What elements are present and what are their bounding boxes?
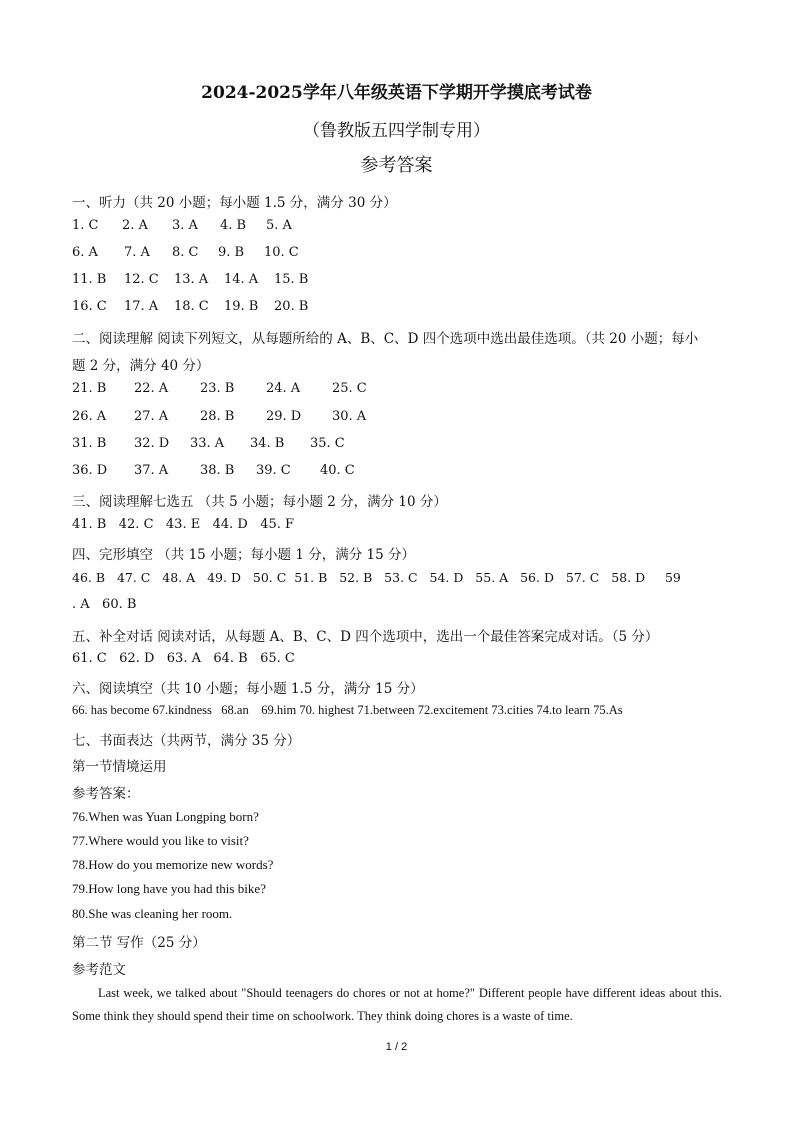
section-reading-cont: 题 2 分，满分 40 分） (72, 358, 210, 374)
answer-row-8 (72, 463, 355, 478)
answer: 6. A (72, 245, 98, 260)
answer-row-10-cont: . A 60. B (72, 597, 137, 612)
answer: 1. C (72, 218, 99, 233)
answer-row-6 (72, 409, 366, 424)
section-writing: 七、书面表达（共两节，满分 35 分） (72, 733, 301, 749)
sample-essay-text: Last week, we talked about "Should teenagers do chores or not at home?" Different people have different ideas about this. Some think they should spend their time on schoolwork. They think doing chores is a waste of time. (72, 986, 722, 1023)
answer-row-5 (72, 381, 367, 396)
reference-answer-label: 参考答案： (72, 786, 140, 802)
answer-79: 79.How long have you had this bike? (72, 881, 266, 896)
answer-row-4 (72, 299, 308, 314)
answer: 22. A (134, 381, 169, 396)
answer: 37. A (134, 463, 169, 478)
answer-row-7 (72, 436, 345, 451)
answer: 36. D (72, 463, 108, 478)
answer: 23. B (200, 381, 235, 396)
answer: 28. B (200, 409, 235, 424)
answer: 4. B (220, 218, 247, 233)
answer: 38. B (200, 463, 235, 478)
answer-78: 78.How do you memorize new words? (72, 857, 274, 872)
answer: 27. A (134, 409, 169, 424)
answer: 3. A (172, 218, 198, 233)
section-listening: 一、听力（共 20 小题；每小题 1.5 分，满分 30 分） (72, 195, 397, 211)
answer: 11. B (72, 272, 107, 287)
answer: 26. A (72, 409, 107, 424)
answer: 30. A (332, 409, 367, 424)
answer: 5. A (266, 218, 292, 233)
answer: 13. A (174, 272, 209, 287)
section-seven-choose-five: 三、阅读理解七选五 （共 5 小题；每小题 2 分，满分 10 分） (72, 494, 447, 510)
answer: 19. B (224, 299, 259, 314)
answer-row-9: 41. B 42. C 43. E 44. D 45. F (72, 517, 295, 532)
answer: 8. C (172, 245, 199, 260)
answer: 25. C (332, 381, 367, 396)
page-number: 1 / 2 (385, 1041, 408, 1053)
answer-heading: 参考答案 (360, 155, 433, 176)
answer: 7. A (124, 245, 150, 260)
subsection-situation: 第一节情境运用 (72, 759, 167, 775)
answer-80: 80.She was cleaning her room. (72, 906, 233, 921)
answer: 10. C (264, 245, 299, 260)
answer: 21. B (72, 381, 107, 396)
subsection-composition: 第二节 写作（25 分） (72, 935, 206, 951)
answer: 16. C (72, 299, 107, 314)
answer: 40. C (320, 463, 355, 478)
sample-essay (72, 982, 722, 1028)
answer: 9. B (218, 245, 245, 260)
section-dialogue: 五、补全对话 阅读对话，从每题 A、B、C、D 四个选项中，选出一个最佳答案完成对话。（5 分） (72, 629, 659, 645)
exam-title: 2024-2025学年八年级英语下学期开学摸底考试卷 (201, 83, 592, 103)
exam-subtitle: （鲁教版五四学制专用） (303, 121, 490, 141)
answer-row-11: 61. C 62. D 63. A 64. B 65. C (72, 651, 295, 666)
answer: 18. C (174, 299, 209, 314)
answer-row-12: 66. has become 67.kindness 68.an 69.him 70. highest 71.between 72.excitement 73.cities 74.to learn 75.As (72, 703, 623, 717)
answer: 39. C (256, 463, 291, 478)
section-cloze: 四、完形填空 （共 15 小题；每小题 1 分，满分 15 分） (72, 547, 415, 563)
answer: 20. B (274, 299, 309, 314)
answer-row-3 (72, 272, 308, 287)
answer: 17. A (124, 299, 159, 314)
answer: 12. C (124, 272, 159, 287)
answer: 35. C (310, 436, 345, 451)
answer: 29. D (266, 409, 302, 424)
answer-row-2 (72, 245, 299, 260)
answer-76: 76.When was Yuan Longping born? (72, 809, 259, 824)
answer: 34. B (250, 436, 285, 451)
answer-row-10: 46. B 47. C 48. A 49. D 50. C 51. B 52. B 53. C 54. D 55. A 56. D 57. C 58. D 59 (72, 570, 681, 585)
answer: 31. B (72, 436, 107, 451)
section-fill-in: 六、阅读填空（共 10 小题；每小题 1.5 分，满分 15 分） (72, 681, 424, 697)
answer: 33. A (190, 436, 225, 451)
section-reading: 二、阅读理解 阅读下列短文，从每题所给的 A、B、C、D 四个选项中选出最佳选项。（共 20 小题；每小 (72, 331, 699, 347)
answer: 2. A (122, 218, 148, 233)
answer: 15. B (274, 272, 309, 287)
answer: 32. D (134, 436, 170, 451)
sample-essay-label: 参考范文 (72, 962, 126, 978)
answer: 24. A (266, 381, 301, 396)
answer: 14. A (224, 272, 259, 287)
answer-row-1 (72, 218, 292, 233)
answer-77: 77.Where would you like to visit? (72, 833, 249, 848)
